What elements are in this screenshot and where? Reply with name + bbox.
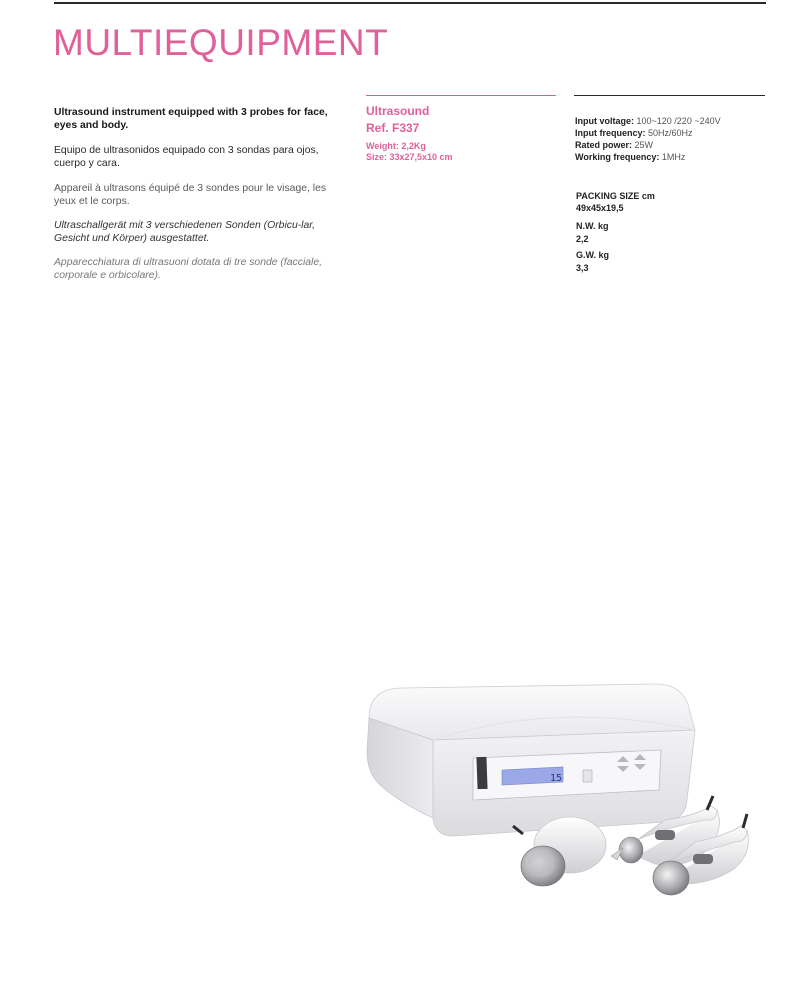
page-title: MULTIEQUIPMENT: [53, 22, 389, 63]
description-german: Ultraschallgerät mit 3 verschiedenen Sonden (Orbicu-lar, Gesicht und Körper) ausgestattet.: [54, 220, 316, 244]
spec-value: 1MHz: [661, 152, 686, 162]
ultrasound-device-image: [355, 670, 775, 910]
spec-label: Input frequency:: [575, 128, 646, 138]
product-size: Size: 33x27,5x10 cm: [366, 152, 453, 162]
description-italian: Apparecchiatura di ultrasuoni dotata di tre sonde (facciale, corporale e orbicolare).: [54, 257, 323, 281]
spec-value: 50Hz/60Hz: [648, 128, 693, 138]
packing-size-label: PACKING SIZE cm: [576, 191, 655, 201]
net-weight-value: 2,2: [576, 234, 589, 244]
product-weight: Weight: 2,2Kg: [366, 141, 426, 151]
spec-input-frequency: [575, 127, 693, 139]
spec-working-frequency: [575, 151, 685, 163]
spec-value: 25W: [634, 140, 654, 150]
specs-rule: [574, 95, 765, 96]
top-rule: [54, 2, 766, 4]
power-button: [583, 770, 592, 782]
product-name: Ultrasound: [366, 104, 430, 118]
gross-weight-label: G.W. kg: [576, 250, 610, 260]
packing-size-value: 49x45x19,5: [576, 203, 624, 213]
product-ref: Ref. F337: [366, 121, 420, 135]
description-english: Ultrasound instrument equipped with 3 probes for face, eyes and body.: [54, 107, 328, 131]
product-rule: [366, 95, 556, 96]
description-spanish: Equipo de ultrasonidos equipado con 3 sondas para ojos, cuerpo y cara.: [54, 145, 319, 169]
lcd-value: 15: [550, 773, 563, 784]
gross-weight-value: 3,3: [576, 263, 589, 273]
spec-input-voltage: [575, 115, 721, 127]
spec-value: 100~120 /220 ~240V: [636, 116, 721, 126]
spec-label: Input voltage:: [575, 116, 634, 126]
net-weight-label: N.W. kg: [576, 221, 609, 231]
spec-label: Rated power:: [575, 140, 633, 150]
spec-rated-power: [575, 139, 653, 151]
spec-label: Working frequency:: [575, 152, 660, 162]
description-french: Appareil à ultrasons équipé de 3 sondes pour le visage, les yeux et le corps.: [54, 183, 327, 207]
